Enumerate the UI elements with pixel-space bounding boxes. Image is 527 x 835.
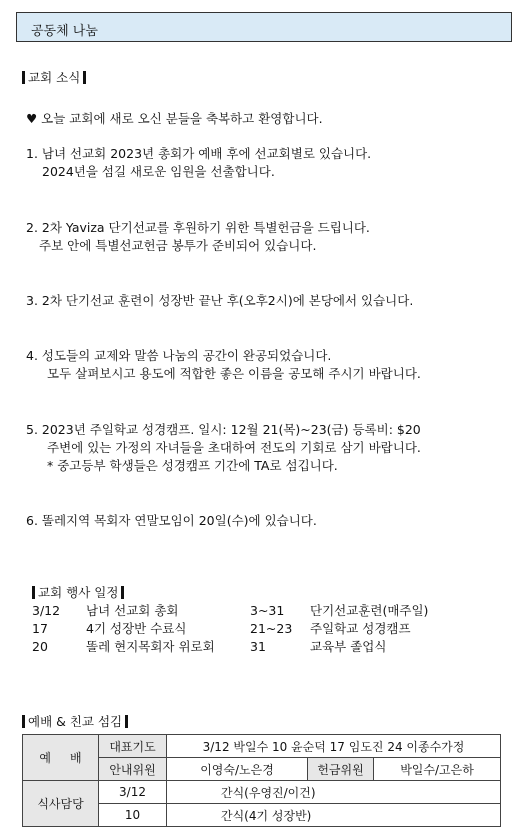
news-item-line: 2. 2차 Yaviza 단기선교를 후원하기 위한 특별헌금을 드립니다. — [26, 220, 370, 235]
prayer-value: 3/12 박일수 10 윤순덕 17 임도진 24 이종수가정 — [167, 735, 501, 758]
schedule-date: 31 — [250, 638, 266, 654]
offering-label: 헌금위원 — [308, 758, 374, 781]
news-item-4 — [26, 347, 421, 383]
table-row — [32, 601, 428, 619]
news-item-6 — [26, 512, 317, 530]
table-row — [32, 637, 428, 655]
welcome-line: ♥ 오늘 교회에 새로 오신 분들을 축복하고 환영합니다. — [26, 111, 323, 126]
schedule-event: 단기선교훈련(매주일) — [310, 603, 429, 618]
section-header — [16, 12, 512, 42]
news-item-2 — [26, 219, 370, 255]
serving-table — [22, 734, 501, 827]
meal-value: 간식(우영진/이건) — [167, 781, 501, 804]
news-item-3 — [26, 292, 413, 310]
offering-value: 박일수/고은하 — [374, 758, 501, 781]
news-heading-label: 교회 소식 — [28, 70, 81, 85]
schedule-date: 3~31 — [250, 602, 285, 618]
schedule-table — [32, 601, 428, 655]
heading-bar-left — [22, 715, 25, 728]
usher-value: 이영숙/노은경 — [167, 758, 308, 781]
news-item-line: * 중고등부 학생들은 성경캠프 기간에 TA로 섬깁니다. — [47, 458, 338, 473]
usher-label: 안내위원 — [99, 758, 167, 781]
heading-bar-left — [32, 586, 35, 599]
heading-bar-right — [121, 586, 124, 599]
serving-heading — [22, 712, 128, 730]
schedule-event: 교육부 졸업식 — [310, 639, 387, 654]
section-title: 공동체 나눔 — [31, 24, 98, 39]
schedule-heading — [32, 583, 124, 601]
news-item-line: 모두 살펴보시고 용도에 적합한 좋은 이름을 공모해 주시기 바랍니다. — [47, 366, 421, 381]
news-item-line: 3. 2차 단기선교 훈련이 성장반 끝난 후(오후2시)에 본당에서 있습니다. — [26, 293, 414, 308]
worship-label: 예 배 — [23, 735, 99, 781]
news-item-line: 5. 2023년 주일학교 성경캠프. 일시: 12월 21(목)~23(금) 등록비: $20 — [26, 422, 421, 437]
heading-bar-left — [22, 71, 25, 84]
schedule-event: 주일학교 성경캠프 — [310, 621, 411, 636]
schedule-event: 똘레 현지목회자 위로회 — [86, 639, 215, 654]
prayer-label: 대표기도 — [99, 735, 167, 758]
table-row — [23, 781, 501, 804]
table-row — [32, 619, 428, 637]
schedule-date: 3/12 — [32, 602, 61, 618]
schedule-event: 남녀 선교회 총회 — [86, 603, 179, 618]
serving-heading-label: 예배 & 친교 섬김 — [28, 714, 123, 729]
news-item-line: 주보 안에 특별선교헌금 봉투가 준비되어 있습니다. — [39, 238, 317, 253]
schedule-date: 17 — [32, 620, 48, 636]
news-item-line: 4. 성도들의 교제와 말씀 나눔의 공간이 완공되었습니다. — [26, 348, 332, 363]
schedule-heading-label: 교회 행사 일정 — [38, 585, 119, 600]
news-heading — [22, 68, 86, 86]
news-item-5 — [26, 421, 421, 475]
heading-bar-right — [83, 71, 86, 84]
schedule-event: 4기 성장반 수료식 — [86, 621, 187, 636]
heading-bar-right — [125, 715, 128, 728]
news-item-1 — [26, 145, 371, 181]
table-row — [23, 735, 501, 758]
meal-value: 간식(4기 성장반) — [167, 804, 501, 827]
meal-label: 식사담당 — [23, 781, 99, 827]
schedule-date: 21~23 — [250, 620, 293, 636]
news-item-line: 6. 똘레지역 목회자 연말모임이 20일(수)에 있습니다. — [26, 513, 317, 528]
news-item-line: 1. 남녀 선교회 2023년 총회가 예배 후에 선교회별로 있습니다. — [26, 146, 372, 161]
schedule-date: 20 — [32, 638, 48, 654]
meal-date: 3/12 — [99, 781, 167, 804]
meal-date: 10 — [99, 804, 167, 827]
news-item-line: 2024년을 섬길 새로운 임원을 선출합니다. — [42, 164, 275, 179]
news-item-line: 주변에 있는 가정의 자녀들을 초대하여 전도의 기회로 삼기 바랍니다. — [47, 440, 421, 455]
